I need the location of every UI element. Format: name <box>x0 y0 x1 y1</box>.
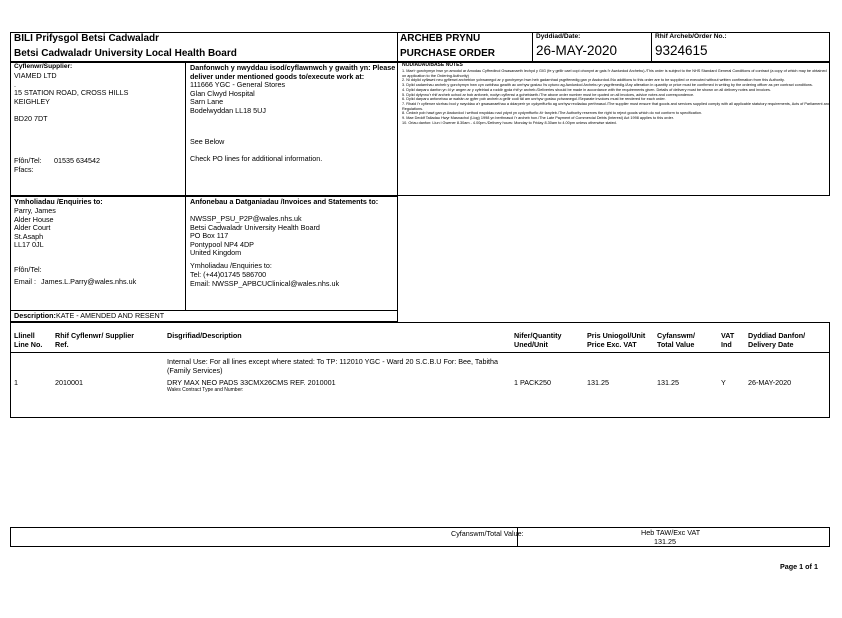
delivery-check-po: Check PO lines for additional information. <box>190 154 323 163</box>
col-header-unit-price: Price Exc. VAT <box>587 340 637 349</box>
invoices-enq-label: Ymholiadau /Enquiries to: <box>190 261 272 270</box>
note-item: 1. Mae'r gorchymyn hwn yn amodol ar Amodau Cyffredinol Gwasanaeth Iechyd y GIG (fe y gellir cael copi ohonynt ar gais i'r Awdurdod Archebu)./This order is subject to the NHS Standard General Conditions of contract (a copy of which may be obtained on application to the Ordering Authority) <box>402 69 827 78</box>
col-header-total: Total Value <box>657 340 695 349</box>
supplier-phone-value: 01535 634542 <box>54 156 100 165</box>
note-item: 5. Dylid dyfynnu'r rhif archeb uchod ar bob anfoneb, nodyn cyflenwi a gohebiaeth./The above order number must be quoted on all invoices, advice notes and correspondence. <box>402 92 695 97</box>
description-label: Description: <box>14 311 56 320</box>
delivery-label: Danfonwch y nwyddau isod/cyflawnwch y gwaith yn: Please deliver under mentioned goods to/execute work at: <box>190 63 396 81</box>
invoices-line: Betsi Cadwaladr University Health Board <box>190 222 320 232</box>
supplier-line: BD20 7DT <box>14 113 48 123</box>
col-header-description: Disgrifiad/Description <box>167 331 242 340</box>
enquiries-line: St.Asaph <box>14 231 44 241</box>
invoices-line[interactable]: NWSSP_PSU_P2P@wales.nhs.uk <box>190 214 302 223</box>
delivery-line: Glan Clwyd Hospital <box>190 88 255 98</box>
note-item: 6. Dylid darparu anfonebau ar wahân ar gyfer pob archeb a gellir codi tâl am unrhyw gostau ychwanegol./Separate invoices must be rendered for each order. <box>402 97 666 102</box>
row-line-no: 1 <box>14 378 18 387</box>
row-description: DRY MAX NEO PADS 33CMX26CMS REF. 2010001 <box>167 378 336 387</box>
enquiries-address <box>14 207 56 250</box>
total-bar <box>10 527 830 547</box>
col-header-line: Line No. <box>14 340 43 349</box>
delivery-see-below: See Below <box>190 137 225 146</box>
enquiries-line: Alder House <box>14 214 54 224</box>
col-header-supplier-ref: Ref. <box>55 340 69 349</box>
supplier-line: . <box>14 79 16 89</box>
enquiries-email-label: Email : <box>14 277 36 286</box>
total-value: 131.25 <box>654 537 676 546</box>
internal-use-note: Internal Use: For all lines except where stated: To TP: 112010 YGC - Ward 20 S.C.B.U For: Bee, Tabitha (Family Services) <box>167 357 499 375</box>
doc-type-english: PURCHASE ORDER <box>400 48 496 59</box>
notes-title: NODIADAU/BASE NOTES <box>402 62 463 68</box>
delivery-line: 111666 YGC - General Stores <box>190 80 286 89</box>
invoices-label: Anfonebau a Datganiadau /Invoices and Statements to: <box>190 197 379 206</box>
invoices-address <box>190 215 320 258</box>
enquiries-phone-label: Ffôn/Tel: <box>14 265 42 274</box>
supplier-line: KEIGHLEY <box>14 96 50 106</box>
col-header-delivery-date: Delivery Date <box>748 340 794 349</box>
invoices-line: Pontypool NP4 4DP <box>190 239 254 249</box>
note-item: 7. Rhaid i'r cyflenwr sicrhau bod y nwyddau a'r gwasanaethau a ddarperir yn cydymffurfio ag unrhyw reoliadau perthnasol./The supplier must ensure that goods and services supplied comply with all applicable statutory requirements, Acts of Parliament and Regulations. <box>402 101 830 111</box>
total-label: Cyfanswm/Total Value: <box>451 529 524 538</box>
invoices-line: PO Box 117 <box>190 231 229 241</box>
delivery-address <box>190 81 285 115</box>
col-header-vat: VAT <box>721 331 735 340</box>
enquiries-label: Ymholiadau /Enquiries to: <box>14 197 103 206</box>
exc-vat-label: Heb TAW/Exc VAT <box>641 528 701 537</box>
base-notes <box>402 69 830 125</box>
org-name-welsh: BILI Prifysgol Betsi Cadwaladr <box>14 33 160 44</box>
row-subdescription: Wales Contract Type and Number: <box>167 387 244 393</box>
row-quantity: 1 PACK250 <box>514 378 552 387</box>
col-header-quantity: Uned/Unit <box>514 340 548 349</box>
row-supplier-ref: 2010001 <box>55 378 83 387</box>
page-number: Page 1 of 1 <box>780 562 818 571</box>
doc-type-welsh: ARCHEB PRYNU <box>400 33 481 44</box>
row-unit-price: 131.25 <box>587 378 609 387</box>
note-item: 2. Ni ddylid cyflawni neu gyflenwi archebion ychwanegol ar y gorchymyn hwn heb gadarnhad ysgrifenedig gan yr Awdurdod./No additions to this order are to be supplied or executed without written confirmation from this Authority. <box>402 78 785 83</box>
col-header-supplier-ref: Rhif Cyflenwr/ Supplier <box>55 331 135 340</box>
enquiries-line: Alder Court <box>14 223 51 233</box>
date-label: Dyddiad/Date: <box>536 33 581 40</box>
supplier-label: Cyflenwr/Supplier: <box>14 63 73 70</box>
note-item: 10. Oriau danfon: Llun i Gwener 8.30am - 4.00pm./Delivery hours: Monday to Friday 8.30am to 4.00pm unless otherwise stated. <box>402 120 617 125</box>
note-item: 4. Dylid darparu danfon yn ôl yr angen ar y cyfeiriad a roddir gyda rhif yr archeb./Deliveries should be made in accordance with the requirements given. Details of delivery must be shown on all delivery notes and invoices. <box>402 87 771 92</box>
enquiries-line: Parry, James <box>14 206 56 215</box>
row-delivery-date: 26-MAY-2020 <box>748 378 792 387</box>
invoices-line: United Kingdom <box>190 248 242 258</box>
supplier-line: VIAMED LTD <box>14 71 57 80</box>
order-no-label: Rhif Archeb/Order No.: <box>655 33 727 40</box>
note-item: 3. Dylid cadarnhau archeb y gorchymyn hwn cyn cwblhau gwaith ac unrhyw gostau i'w cytuno ag Awdurdod Archebu yn ysgrifenedig./Any alteration in quantity or price must be confirmed in writing by the ordering officer as per contract conditions. <box>402 83 813 88</box>
note-item: 9. Mae Deddf Taliadau Hwyr Masnachol (Llog) 1998 yn berthnasol i'r archeb hon./The Late Payment of Commercial Debts (Interest) Act 1998 applies to this order. <box>402 116 674 121</box>
supplier-line: 15 STATION ROAD, CROSS HILLS <box>14 88 129 98</box>
date-value: 26-MAY-2020 <box>536 43 618 58</box>
enquiries-line: LL17 0JL <box>14 240 44 250</box>
delivery-line: Sarn Lane <box>190 97 224 107</box>
invoices-email[interactable]: Email: NWSSP_APBCUClinical@wales.nhs.uk <box>190 279 340 288</box>
row-vat: Y <box>721 378 726 387</box>
delivery-line: Bodelwyddan LL18 5UJ <box>190 105 266 115</box>
col-header-total: Cyfanswm/ <box>657 331 695 340</box>
col-header-vat: Ind <box>721 340 732 349</box>
invoices-tel: Tel: (+44)01745 586700 <box>190 270 267 279</box>
row-total: 131.25 <box>657 378 679 387</box>
enquiries-email-value[interactable]: James.L.Parry@wales.nhs.uk <box>41 277 137 286</box>
col-header-delivery-date: Dyddiad Danfon/ <box>748 331 806 340</box>
org-name-english: Betsi Cadwaladr University Local Health Board <box>14 48 237 59</box>
col-header-unit-price: Pris Uniogol/Unit <box>587 331 646 340</box>
description-value: KATE - AMENDED AND RESENT <box>56 311 165 320</box>
order-no-value: 9324615 <box>655 43 708 58</box>
supplier-fax-label: Ffacs: <box>14 165 34 174</box>
supplier-address <box>14 72 128 124</box>
note-item: 8. Cedwir pob hawl gan yr Awdurdod i wrthod nwyddau nad ydynt yn cydymffurfio â'r fanyleb./The Authority reserves the right to reject goods which do not conform to specification. <box>402 111 703 116</box>
col-header-quantity: Nifer/Quantity <box>514 331 562 340</box>
supplier-phone-label: Ffôn/Tel: <box>14 156 42 165</box>
col-header-line: Llinell <box>14 331 35 340</box>
